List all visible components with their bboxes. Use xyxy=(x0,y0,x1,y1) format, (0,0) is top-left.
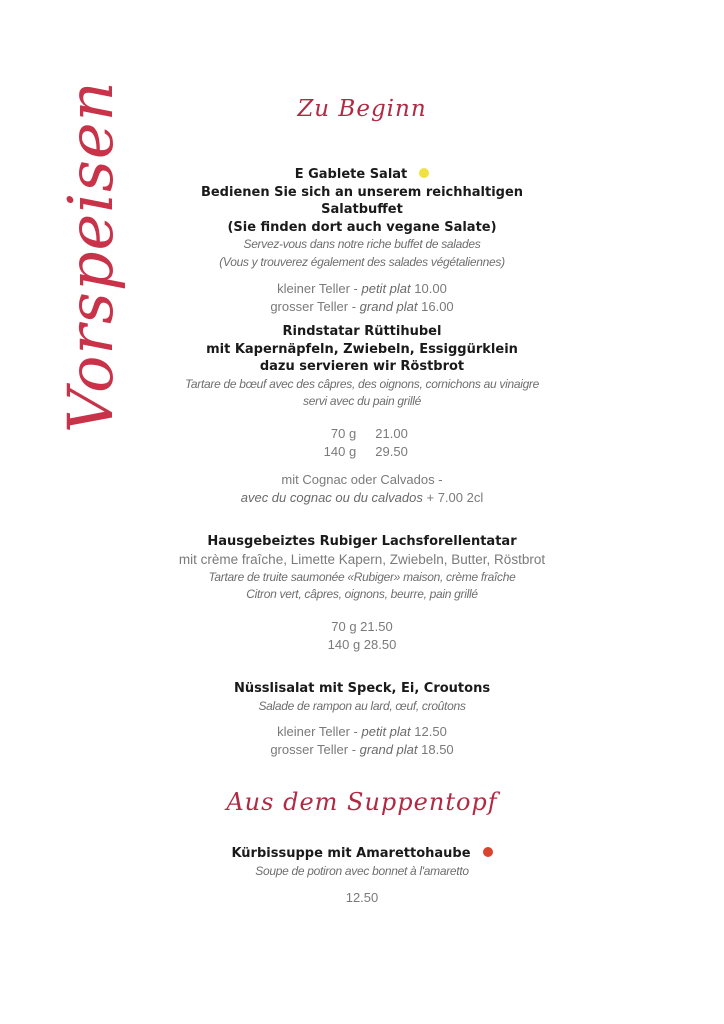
item-description-fr: Citron vert, câpres, oignons, beurre, pain grillé xyxy=(246,587,478,601)
price-value: 16.00 xyxy=(421,299,454,314)
side-title-vorspeisen: Vorspeisen xyxy=(54,80,127,433)
item-description-fr: (Vous y trouverez également des salades végétaliennes) xyxy=(219,254,505,269)
item-description-de: Bedienen Sie sich an unserem reichhaltigen Salatbuffet xyxy=(200,184,524,217)
item-name: E Gablete Salat xyxy=(294,167,408,182)
price-block xyxy=(160,723,564,759)
extra-option-fr: avec du cognac ou du calvados xyxy=(240,489,423,505)
weight-price-table xyxy=(160,425,564,461)
marker-dot-icon xyxy=(483,847,493,857)
price-row: grosser Teller - grand plat 18.50 xyxy=(270,742,454,757)
extra-option-price: + 7.00 2cl xyxy=(426,489,484,505)
weight: 140 g xyxy=(323,443,357,459)
price-value: 12.50 xyxy=(414,724,447,739)
price-value: 18.50 xyxy=(421,742,454,757)
price-value: 10.00 xyxy=(414,281,447,296)
extra-option xyxy=(160,471,564,507)
item-description-de: mit Kapernäpfeln, Zwiebeln, Essiggürklein xyxy=(206,341,518,357)
item-name-line xyxy=(160,845,564,863)
menu-item-gablete-salat xyxy=(160,166,564,316)
price-row: kleiner Teller - petit plat 12.50 xyxy=(277,724,447,739)
item-name-line xyxy=(160,166,564,184)
vegetarian-marker-icon xyxy=(419,168,429,178)
weight-row xyxy=(160,443,564,461)
price-value: 12.50 xyxy=(345,890,379,905)
item-description-fr: Salade de rampon au lard, œuf, croûtons xyxy=(258,698,466,713)
item-description-fr: Servez-vous dans notre riche buffet de salades xyxy=(243,237,481,251)
item-name: Nüsslisalat mit Speck, Ei, Croutons xyxy=(233,681,491,696)
weight-price-list xyxy=(160,618,564,654)
menu-item-nuesslisalat xyxy=(160,680,564,759)
item-description-fr: Tartare de truite saumonée «Rubiger» maison, crème fraîche xyxy=(208,569,516,584)
item-description-de: mit crème fraîche, Limette Kapern, Zwiebeln, Butter, Röstbrot xyxy=(178,551,546,567)
item-description-de: dazu servieren wir Röstbrot xyxy=(259,359,465,374)
price-row: grosser Teller - grand plat 16.00 xyxy=(270,299,454,314)
section-title-suppentopf: Aus dem Suppentopf xyxy=(226,788,498,816)
menu-item-rindstatar xyxy=(160,323,564,507)
item-name: Rindstatar Rüttihubel xyxy=(282,324,442,339)
price-value: 21.00 xyxy=(375,425,408,441)
weight-price-row: 140 g 28.50 xyxy=(327,636,397,652)
price-block xyxy=(160,280,564,316)
item-description-fr: servi avec du pain grillé xyxy=(303,394,421,408)
weight-row xyxy=(160,425,564,443)
section-title-zu-beginn: Zu Beginn xyxy=(297,96,427,122)
weight: 70 g xyxy=(330,425,357,441)
item-description-de: (Sie finden dort auch vegane Salate) xyxy=(227,219,497,235)
price-row: kleiner Teller - petit plat 10.00 xyxy=(277,281,447,296)
weight-price-row: 70 g 21.50 xyxy=(331,618,393,634)
price-value: 29.50 xyxy=(375,443,408,459)
extra-option-fr-line xyxy=(160,489,564,507)
item-description-fr: Soupe de potiron avec bonnet à l'amaretto xyxy=(255,863,469,878)
extra-option-de: mit Cognac oder Calvados - xyxy=(281,471,443,487)
menu-item-lachsforellentatar xyxy=(160,533,564,654)
item-name: Hausgebeiztes Rubiger Lachsforellentatar xyxy=(207,534,517,549)
item-name: Kürbissuppe mit Amarettohaube xyxy=(231,846,471,861)
menu-item-kuerbissuppe xyxy=(160,845,564,907)
item-description-fr: Tartare de bœuf avec des câpres, des oignons, cornichons au vinaigre xyxy=(184,376,540,391)
